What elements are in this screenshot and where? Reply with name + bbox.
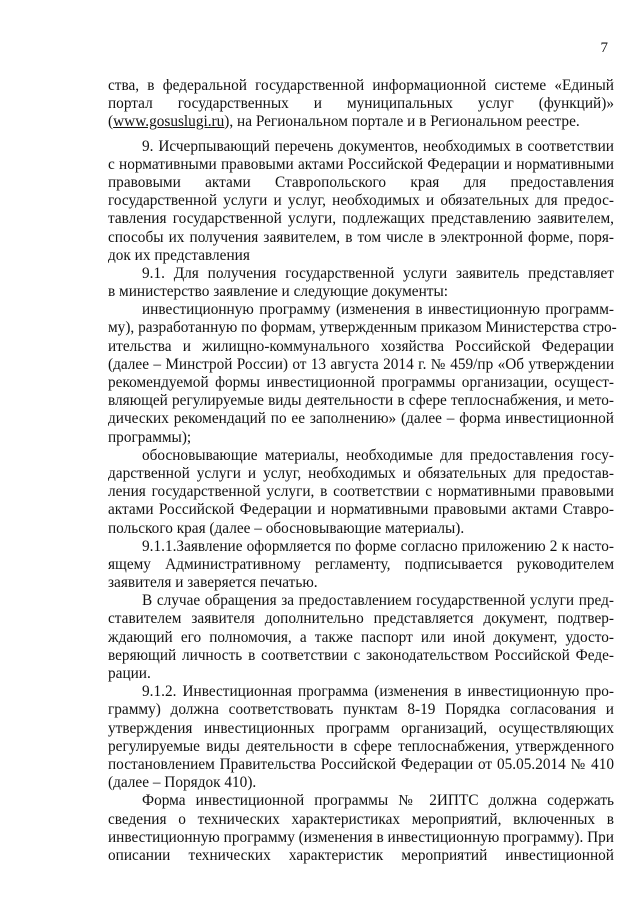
text-line: сведения о технических характеристиках мероприятий, включенных в [108,810,614,828]
text-line: (далее – Порядок 410). [108,774,257,792]
text-line: грамму) должна соответствовать пунктам 8-19 Порядка согласования и [108,701,614,719]
text-line: обосновывающие материалы, необходимые для предоставления госу- [142,446,614,464]
text-line: заявителя и заверяется печатью. [108,574,318,592]
text-line: дических рекомендаций по ее заполнению» (далее – форма инвестиционной [108,410,614,428]
text-line: 9.1.2. Инвестиционная программа (изменения в инвестиционную про- [142,683,614,701]
text-line: инвестиционную программу (изменения в инвестиционную программу). При [108,828,614,846]
text-line: ставителем заявителя дополнительно представляется документ, подтвер- [108,610,614,628]
text-line: правовыми актами Ставропольского края для предоставления [108,173,614,191]
text-line: рации. [108,665,151,682]
text-line: 9.1. Для получения государственной услуги заявитель представляет [142,264,614,282]
text-line: утверждения инвестиционных программ организаций, осуществляющих [108,719,614,737]
text-line: вляющей регулируемые виды деятельности в сфере теплоснабжения, и мето- [108,392,614,410]
text-line: ительства и жилищно-коммунального хозяйства Российской Федерации [108,337,614,355]
text-line: тавления государственной услуги, подлежащих представлению заявителем, [108,210,614,228]
text-line: государственной услуги и услуг, необходимых и обязательных для предос- [108,192,614,210]
text-line: рекомендуемой формы инвестиционной программы организации, осущест- [108,374,614,391]
text-line: инвестиционную программу (изменения в инвестиционную программ- [142,301,614,319]
text-line: описании технических характеристик мероприятий инвестиционной [108,846,614,864]
text-line: ждающий его полномочия, а также паспорт или иной документ, удосто- [108,628,614,646]
text-line: способы их получения заявителем, в том числе в электронной форме, поря- [108,228,614,246]
text-line: программы); [108,428,192,446]
text-line: ящему Административному регламенту, подписывается руководителем [108,555,614,573]
text-line: (далее – Минстрой России) от 13 августа 2014 г. № 459/пр «Об утверждении [108,355,614,373]
text-line: постановлением Правительства Российской Федерации от 05.05.2014 № 410 [108,755,614,773]
text-line: док их представления [108,246,250,264]
text-line: В случае обращения за предоставлением государственной услуги пред- [142,592,614,610]
text-line: 9.1.1.Заявление оформляется по форме согласно приложению 2 к насто- [142,537,614,555]
text-line: с нормативными правовыми актами Российской Федерации и нормативными [108,155,614,173]
text-line: (www.gosuslugi.ru), на Региональном портале и в Региональном реестре. [108,113,580,131]
text-line: ства, в федеральной государственной информационной системе «Единый [108,77,614,94]
text-line: портал государственных и муниципальных услуг (функций)» [108,95,614,113]
page-number: 7 [600,40,608,56]
body-text [108,77,617,865]
text-line: му), разработанную по формам, утвержденным приказом Министерства стро- [108,319,617,337]
text-line: Форма инвестиционной программы № 2ИПТС должна содержать [142,792,614,810]
text-line: регулируемые виды деятельности в сфере теплоснабжения, утвержденного [108,737,614,755]
text-line: веряющий личность в соответствии с законодательством Российской Феде- [108,646,614,664]
text-line: польского края (далее – обосновывающие материалы). [108,519,465,537]
text-line: актами Российской Федерации и нормативными правовыми актами Ставро- [108,501,614,519]
text-line: 9. Исчерпывающий перечень документов, необходимых в соответствии [142,137,614,155]
text-line: ления государственной услуги, в соответствии с нормативными правовыми [108,483,614,501]
gosuslugi-link[interactable]: www.gosuslugi.ru [113,113,225,131]
text-line: в министерство заявление и следующие документы: [108,283,448,301]
text-line: дарственной услуги и услуг, необходимых и обязательных для предостав- [108,464,614,482]
